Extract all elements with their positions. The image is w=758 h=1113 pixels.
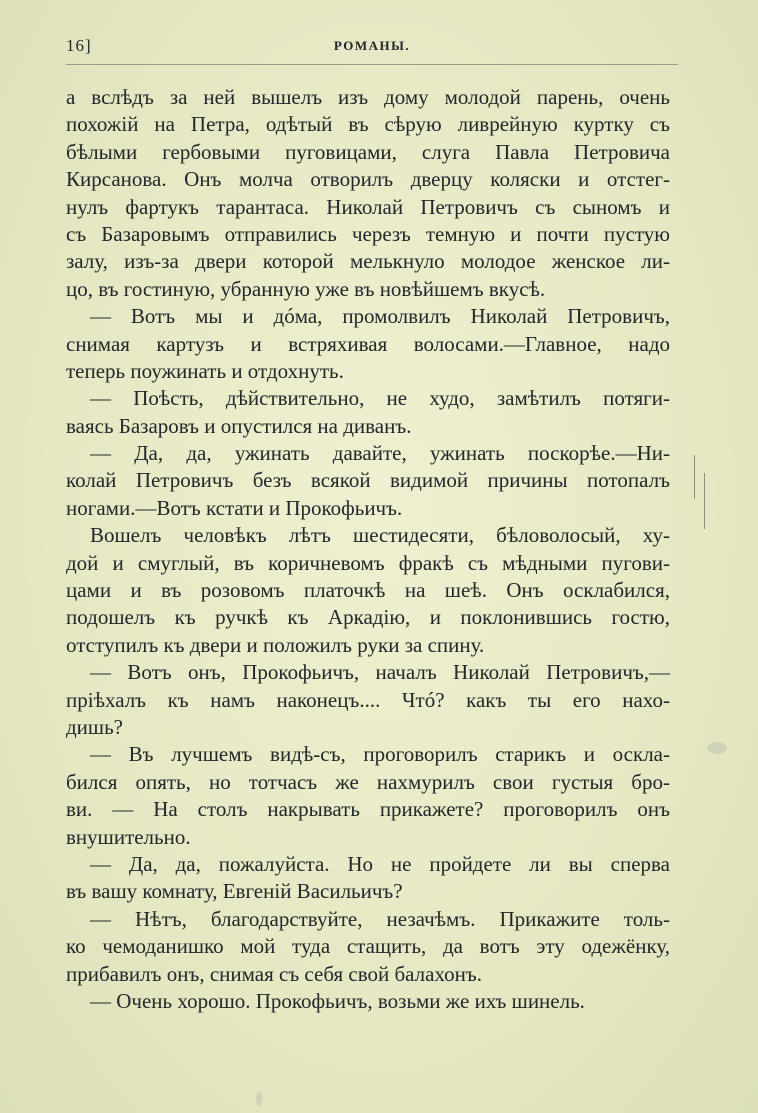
text-line: — Да, да, пожалуйста. Но не пройдете ли вы сперва xyxy=(90,851,670,876)
text-line: — Да, да, ужинать давайте, ужинать поскорѣе.—Ни- xyxy=(90,441,670,466)
text-line: цами и въ розовомъ платочкѣ на шеѣ. Онъ осклабился, xyxy=(66,578,670,603)
text-line: снимая картузъ и встряхивая волосами.—Главное, надо xyxy=(66,331,670,356)
text-line: похожій на Петра, одѣтый въ сѣрую ливрейную куртку съ xyxy=(66,112,670,137)
text-line: бился опять, но тотчасъ же нахмурилъ свои густыя бро- xyxy=(66,769,670,794)
text-line: ваясь Базаровъ и опустился на диванъ. xyxy=(66,413,412,438)
text-line: — Вотъ онъ, Прокофьичъ, началъ Николай Петровичъ,— xyxy=(90,660,670,685)
text-line: а вслѣдъ за ней вышелъ изъ дому молодой парень, очень xyxy=(66,85,670,109)
running-title: РОМАНЫ. xyxy=(333,38,411,53)
text-line: залу, изъ-за двери которой мелькнуло молодое женское ли- xyxy=(66,249,670,274)
text-line: нулъ фартукъ тарантаса. Николай Петровичъ съ сыномъ и xyxy=(66,194,670,219)
text-line: съ Базаровымъ отправились черезъ темную и почти пустую xyxy=(66,221,670,246)
header-rule xyxy=(66,64,678,65)
text-line: прибавилъ онъ, снимая съ себя свой балахонъ. xyxy=(66,961,483,986)
text-line: — Нѣтъ, благодарствуйте, незачѣмъ. Прикажите толь- xyxy=(90,906,670,931)
paper-smudge xyxy=(707,742,727,754)
text-line: пріѣхалъ къ намъ наконецъ.... Чтó? какъ ты его нахо- xyxy=(66,687,670,712)
body-text xyxy=(66,84,670,1015)
text-line: — Очень хорошо. Прокофьичъ, возьми же ихъ шинель. xyxy=(90,988,585,1013)
text-line: дишь? xyxy=(66,714,123,739)
text-line: дой и смуглый, въ коричневомъ фракѣ съ мѣдными пугови- xyxy=(66,550,670,575)
text-line: цо, въ гостиную, убранную уже въ новѣйшемъ вкусѣ. xyxy=(66,276,546,301)
text-line: бѣлыми гербовыми пуговицами, слуга Павла Петровича xyxy=(66,139,670,164)
text-line: внушительно. xyxy=(66,824,191,849)
margin-marks xyxy=(692,455,712,530)
text-line: въ вашу комнату, Евгеній Васильичъ? xyxy=(66,879,403,904)
text-line: — Въ лучшемъ видѣ-съ, проговорилъ старикъ и оскла- xyxy=(90,742,670,767)
text-line: ко чемоданишко мой туда стащить, да вотъ эту одежёнку, xyxy=(66,934,670,959)
page-header xyxy=(66,36,678,60)
text-line: теперь поужинать и отдохнуть. xyxy=(66,358,344,383)
text-line: — Вотъ мы и дóма, промолвилъ Николай Петровичъ, xyxy=(90,304,670,329)
text-line: Кирсанова. Онъ молча отворилъ дверцу коляски и отстег- xyxy=(66,167,670,192)
text-line: ви. — На столъ накрывать прикажете? проговорилъ онъ xyxy=(66,797,670,822)
text-line: ногами.—Вотъ кстати и Прокофьичъ. xyxy=(66,495,403,520)
text-line: подошелъ къ ручкѣ къ Аркадію, и поклонившись гостю, xyxy=(66,605,670,630)
text-line: — Поѣсть, дѣйствительно, не худо, замѣтилъ потяги- xyxy=(90,386,670,411)
text-line: отступилъ къ двери и положилъ руки за спину. xyxy=(66,632,485,657)
text-line: колай Петровичъ безъ всякой видимой причины потопалъ xyxy=(66,468,670,493)
page-number: 16] xyxy=(66,36,92,55)
text-line: Вошелъ человѣкъ лѣтъ шестидесяти, бѣловолосый, ху- xyxy=(90,523,670,548)
paper-smudge xyxy=(256,1092,262,1106)
